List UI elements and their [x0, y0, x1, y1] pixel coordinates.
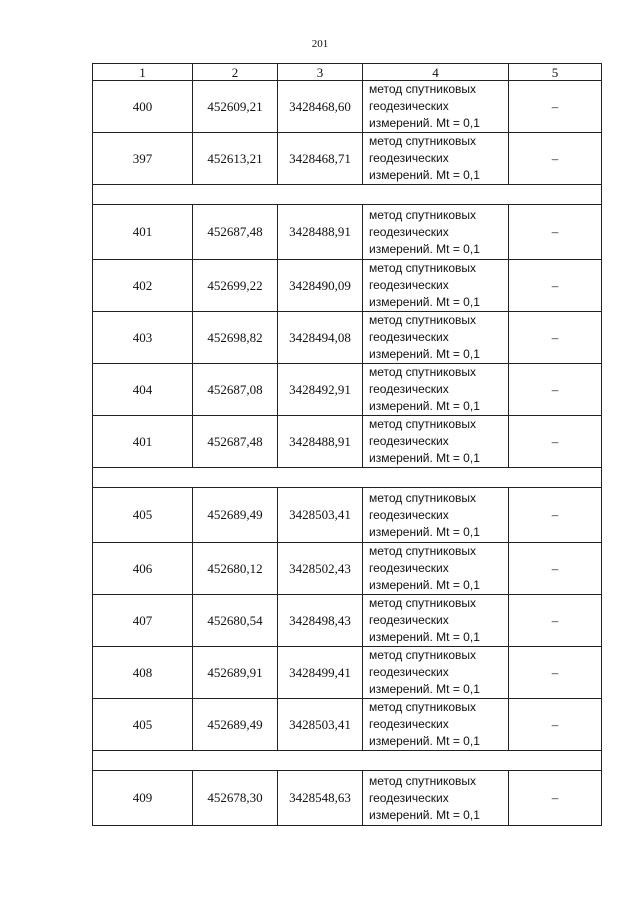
point-number-cell: 401 [93, 416, 193, 468]
y-coordinate-cell: 3428548,63 [278, 771, 363, 826]
point-number-cell: 402 [93, 260, 193, 312]
table-row [93, 133, 602, 185]
table-row [93, 543, 602, 595]
header-cell: 3 [278, 64, 363, 81]
group-separator [93, 185, 602, 205]
y-coordinate-cell: 3428498,43 [278, 595, 363, 647]
header-cell: 5 [509, 64, 602, 81]
x-coordinate-cell: 452687,08 [193, 364, 278, 416]
method-text: метод спутниковых [369, 596, 477, 610]
method-text: измерений. Mt = 0,1 [369, 168, 480, 182]
x-coordinate-cell: 452687,48 [193, 205, 278, 260]
x-coordinate-cell: 452613,21 [193, 133, 278, 185]
y-coordinate-cell: 3428503,41 [278, 699, 363, 751]
method-text: метод спутниковых [369, 82, 477, 96]
table-row [93, 699, 602, 751]
remark-cell: – [509, 133, 602, 185]
remark-cell: – [509, 543, 602, 595]
table-body [93, 81, 602, 826]
table-row [93, 595, 602, 647]
y-coordinate-cell: 3428468,60 [278, 81, 363, 133]
method-text: метод спутниковых [369, 773, 477, 788]
remark-cell: – [509, 205, 602, 260]
x-coordinate-cell: 452689,49 [193, 488, 278, 543]
method-text: метод спутниковых [369, 490, 477, 505]
table-row [93, 771, 602, 826]
method-cell [363, 364, 509, 416]
point-number-cell: 400 [93, 81, 193, 133]
x-coordinate-cell: 452687,48 [193, 416, 278, 468]
point-number-cell: 409 [93, 771, 193, 826]
remark-cell: – [509, 81, 602, 133]
remark-cell: – [509, 699, 602, 751]
table-row [93, 260, 602, 312]
header-cell: 4 [363, 64, 509, 81]
point-number-cell: 405 [93, 699, 193, 751]
method-cell [363, 647, 509, 699]
method-text: геодезических [369, 434, 449, 448]
method-text: геодезических [369, 278, 449, 292]
method-text: метод спутниковых [369, 700, 477, 714]
method-text: измерений. Mt = 0,1 [369, 807, 480, 822]
method-cell [363, 543, 509, 595]
x-coordinate-cell: 452689,91 [193, 647, 278, 699]
separator-cell [93, 468, 602, 488]
method-text: геодезических [369, 382, 449, 396]
method-text: геодезических [369, 507, 449, 522]
method-cell [363, 416, 509, 468]
method-cell [363, 771, 509, 826]
method-text: метод спутниковых [369, 365, 477, 379]
y-coordinate-cell: 3428488,91 [278, 416, 363, 468]
point-number-cell: 403 [93, 312, 193, 364]
method-cell [363, 595, 509, 647]
y-coordinate-cell: 3428492,91 [278, 364, 363, 416]
header-cell: 1 [93, 64, 193, 81]
point-number-cell: 408 [93, 647, 193, 699]
remark-cell: – [509, 488, 602, 543]
method-cell [363, 81, 509, 133]
method-text: геодезических [369, 613, 449, 627]
method-text: измерений. Mt = 0,1 [369, 630, 480, 644]
method-text: измерений. Mt = 0,1 [369, 399, 480, 413]
point-number-cell: 405 [93, 488, 193, 543]
method-cell [363, 205, 509, 260]
point-number-cell: 407 [93, 595, 193, 647]
remark-cell: – [509, 416, 602, 468]
remark-cell: – [509, 312, 602, 364]
method-text: измерений. Mt = 0,1 [369, 241, 480, 256]
group-separator [93, 751, 602, 771]
table-row [93, 647, 602, 699]
x-coordinate-cell: 452609,21 [193, 81, 278, 133]
point-number-cell: 404 [93, 364, 193, 416]
y-coordinate-cell: 3428488,91 [278, 205, 363, 260]
table-row [93, 488, 602, 543]
method-cell [363, 312, 509, 364]
x-coordinate-cell: 452680,12 [193, 543, 278, 595]
x-coordinate-cell: 452678,30 [193, 771, 278, 826]
method-cell [363, 699, 509, 751]
x-coordinate-cell: 452699,22 [193, 260, 278, 312]
method-text: измерений. Mt = 0,1 [369, 295, 480, 309]
table-row [93, 205, 602, 260]
method-text: геодезических [369, 151, 449, 165]
y-coordinate-cell: 3428503,41 [278, 488, 363, 543]
method-text: измерений. Mt = 0,1 [369, 451, 480, 465]
point-number-cell: 397 [93, 133, 193, 185]
table-row [93, 312, 602, 364]
table-row [93, 81, 602, 133]
method-text: измерений. Mt = 0,1 [369, 734, 480, 748]
y-coordinate-cell: 3428494,08 [278, 312, 363, 364]
x-coordinate-cell: 452689,49 [193, 699, 278, 751]
method-text: геодезических [369, 790, 449, 805]
y-coordinate-cell: 3428468,71 [278, 133, 363, 185]
method-text: геодезических [369, 665, 449, 679]
remark-cell: – [509, 364, 602, 416]
point-number-cell: 406 [93, 543, 193, 595]
x-coordinate-cell: 452680,54 [193, 595, 278, 647]
remark-cell: – [509, 647, 602, 699]
group-separator [93, 468, 602, 488]
method-cell [363, 260, 509, 312]
method-text: геодезических [369, 99, 449, 113]
method-text: измерений. Mt = 0,1 [369, 524, 480, 539]
y-coordinate-cell: 3428490,09 [278, 260, 363, 312]
x-coordinate-cell: 452698,82 [193, 312, 278, 364]
point-number-cell: 401 [93, 205, 193, 260]
y-coordinate-cell: 3428502,43 [278, 543, 363, 595]
method-text: измерений. Mt = 0,1 [369, 347, 480, 361]
page-number: 201 [311, 38, 329, 50]
header-row [93, 64, 602, 81]
method-text: геодезических [369, 717, 449, 731]
remark-cell: – [509, 595, 602, 647]
method-text: метод спутниковых [369, 207, 477, 222]
remark-cell: – [509, 771, 602, 826]
method-text: измерений. Mt = 0,1 [369, 578, 480, 592]
method-text: метод спутниковых [369, 261, 477, 275]
method-text: метод спутниковых [369, 313, 477, 327]
separator-cell [93, 185, 602, 205]
separator-cell [93, 751, 602, 771]
table-row [93, 364, 602, 416]
table-row [93, 416, 602, 468]
method-text: метод спутниковых [369, 544, 477, 558]
method-text: измерений. Mt = 0,1 [369, 116, 480, 130]
method-text: геодезических [369, 561, 449, 575]
coordinates-table [92, 63, 602, 826]
method-text: измерений. Mt = 0,1 [369, 682, 480, 696]
method-text: геодезических [369, 330, 449, 344]
method-text: метод спутниковых [369, 648, 477, 662]
method-text: метод спутниковых [369, 417, 477, 431]
method-cell [363, 133, 509, 185]
header-cell: 2 [193, 64, 278, 81]
y-coordinate-cell: 3428499,41 [278, 647, 363, 699]
method-text: метод спутниковых [369, 134, 477, 148]
method-text: геодезических [369, 224, 449, 239]
remark-cell: – [509, 260, 602, 312]
method-cell [363, 488, 509, 543]
